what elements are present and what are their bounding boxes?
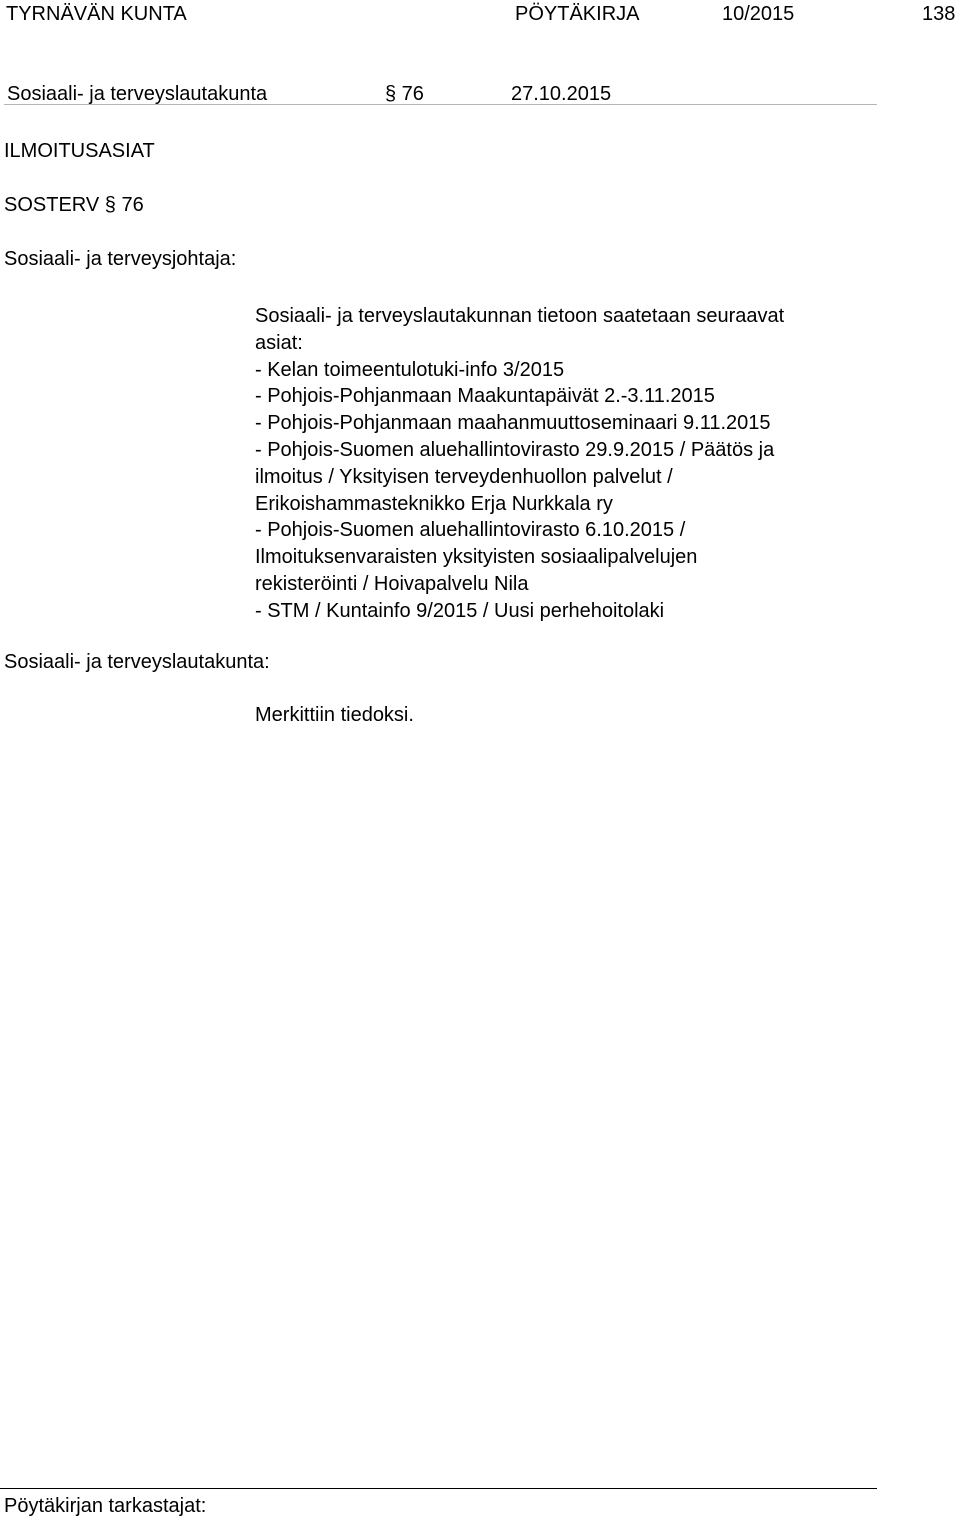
decision-text: Merkittiin tiedoksi. xyxy=(255,704,414,726)
body-line: asiat: xyxy=(255,331,303,354)
body-line: Ilmoituksenvaraisten yksityisten sosiaalipalvelujen xyxy=(255,546,698,569)
reviewers-label: Pöytäkirjan tarkastajat: xyxy=(4,1495,207,1517)
body-line: - Pohjois-Pohjanmaan maahanmuuttoseminaari 9.11.2015 xyxy=(255,412,771,435)
body-line: rekisteröinti / Hoivapalvelu Nila xyxy=(255,572,529,595)
document-number: 10/2015 xyxy=(722,3,795,25)
body-line: ilmoitus / Yksityisen terveydenhuollon palvelut / xyxy=(255,465,673,488)
board-name: Sosiaali- ja terveyslautakunta xyxy=(7,83,268,105)
body-line: - Pohjois-Suomen aluehallintovirasto 29.9.2015 / Päätös ja xyxy=(255,438,775,461)
body-line: Sosiaali- ja terveyslautakunnan tietoon saatetaan seuraavat xyxy=(255,305,785,327)
page-number: 138 xyxy=(922,3,956,25)
meeting-date: 27.10.2015 xyxy=(511,83,612,105)
municipality-name: TYRNÄVÄN KUNTA xyxy=(6,3,187,25)
header-divider xyxy=(4,104,877,105)
body-line: Erikoishammasteknikko Erja Nurkkala ry xyxy=(255,492,613,515)
item-body xyxy=(255,303,875,625)
body-line: - STM / Kuntainfo 9/2015 / Uusi perhehoitolaki xyxy=(255,599,665,622)
footer-divider xyxy=(0,1488,877,1489)
section-number: § 76 xyxy=(385,83,424,105)
item-title: ILMOITUSASIAT xyxy=(4,140,155,162)
body-line: - Pohjois-Suomen aluehallintovirasto 6.10.2015 / xyxy=(255,519,686,542)
body-line: - Pohjois-Pohjanmaan Maakuntapäivät 2.-3.11.2015 xyxy=(255,385,715,408)
board-label: Sosiaali- ja terveyslautakunta: xyxy=(4,651,270,673)
document-type: PÖYTÄKIRJA xyxy=(515,3,640,25)
director-label: Sosiaali- ja terveysjohtaja: xyxy=(4,248,237,270)
body-line: - Kelan toimeentulotuki-info 3/2015 xyxy=(255,358,565,381)
case-identifier: SOSTERV § 76 xyxy=(4,194,144,216)
